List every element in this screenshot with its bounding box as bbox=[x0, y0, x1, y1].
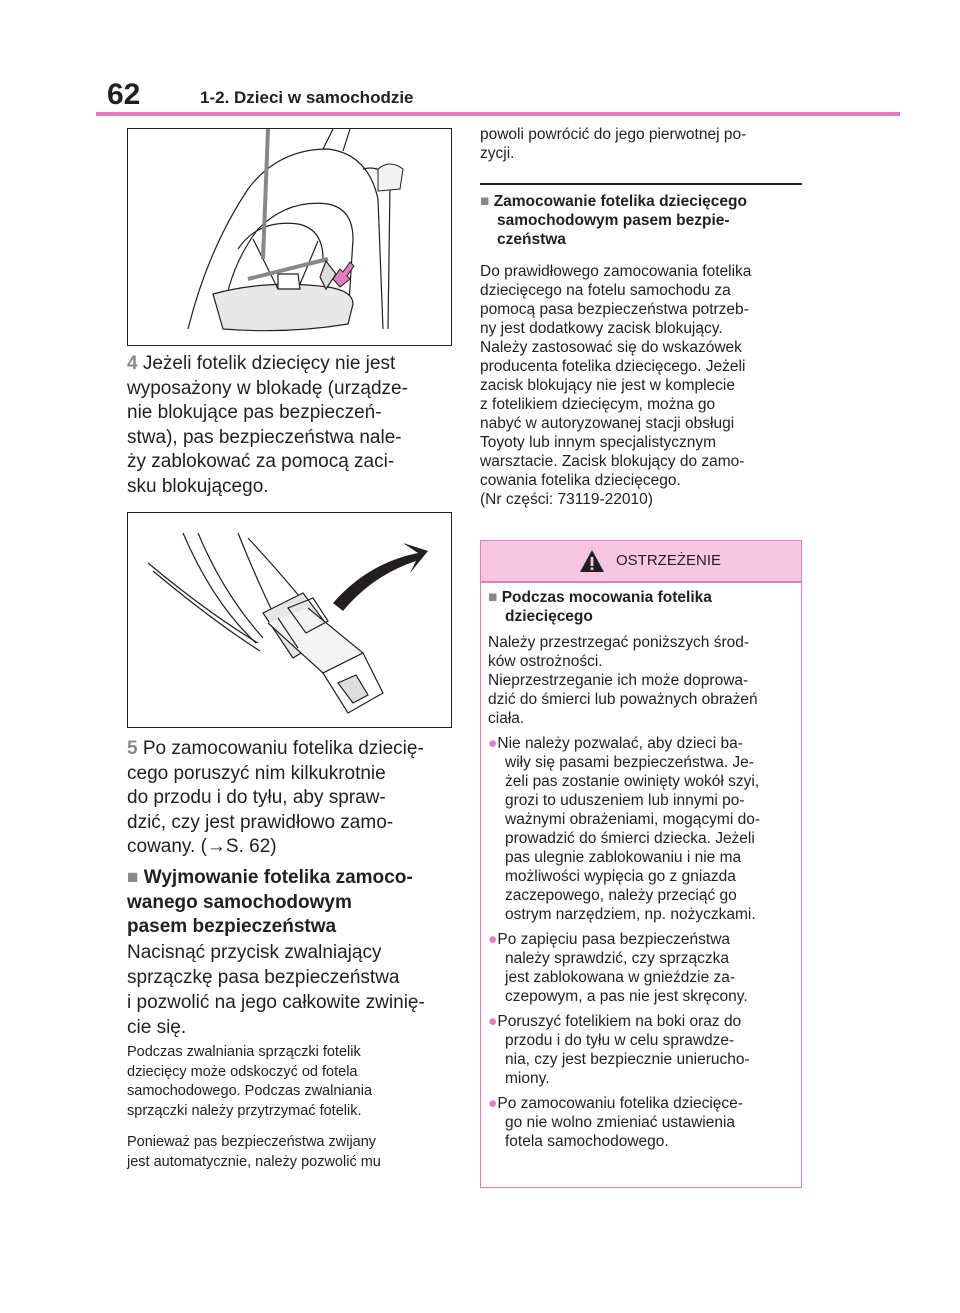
step-5-line: do przodu i do tyłu, aby spraw- bbox=[127, 787, 386, 808]
bullet-line: Po zamocowaniu fotelika dziecięce- bbox=[497, 1095, 743, 1112]
body-line: z fotelikiem dziecięcym, można go bbox=[480, 396, 716, 413]
bullet-line: nia, czy jest bezpiecznie unierucho- bbox=[505, 1051, 750, 1068]
step-5 bbox=[127, 737, 457, 860]
step-5-line: Po zamocowaniu fotelika dziecię- bbox=[142, 738, 424, 759]
heading-line: Zamocowanie fotelika dziecięcego bbox=[493, 193, 747, 210]
bullet-line: żeli pas zostanie owinięty wokół szyi, bbox=[505, 773, 760, 790]
removal-heading bbox=[127, 866, 457, 940]
bullet-line: ważnymi obrażeniami, mogącymi do- bbox=[505, 811, 760, 828]
bullet-line: zaczepowego, należy przeciąć go bbox=[505, 887, 737, 904]
warning-bullet-2 bbox=[488, 930, 800, 1006]
note-1 bbox=[127, 1043, 457, 1121]
subheading-square-icon: ■ bbox=[488, 589, 498, 606]
continued-text bbox=[480, 125, 810, 163]
section-title: 1-2. Dzieci w samochodzie bbox=[200, 88, 414, 107]
bullet-line: Nie należy pozwalać, aby dzieci ba- bbox=[497, 735, 743, 752]
bullet-line: ostrym narzędziem, np. nożyczkami. bbox=[505, 906, 756, 923]
bullet-line: jest zablokowana w gnieździe za- bbox=[505, 969, 736, 986]
warning-bullet-1 bbox=[488, 734, 800, 924]
step-5-number: 5 bbox=[127, 738, 138, 759]
body-line: Należy zastosować się do wskazówek bbox=[480, 339, 742, 356]
body-line: Toyoty lub innym specjalistycznym bbox=[480, 434, 717, 451]
locking-clip-illustration bbox=[127, 512, 452, 728]
intro-line: dzić do śmierci lub poważnych obrażeń bbox=[488, 691, 758, 708]
intro-line: ciała. bbox=[488, 710, 525, 727]
step-4-number: 4 bbox=[127, 353, 138, 374]
step-4-line: nie blokujące pas bezpieczeń- bbox=[127, 402, 382, 423]
warning-bullet-4 bbox=[488, 1094, 800, 1151]
mounting-heading bbox=[480, 192, 810, 249]
body-line: pomocą pasa bezpieczeństwa potrzeb- bbox=[480, 301, 749, 318]
body-line: cowania fotelika dziecięcego. bbox=[480, 472, 681, 489]
intro-line: Nieprzestrzeganie ich może doprowa- bbox=[488, 672, 749, 689]
intro-line: Należy przestrzegać poniższych środ- bbox=[488, 634, 750, 651]
step-5-line: cego poruszyć nim kilkukrotnie bbox=[127, 762, 386, 784]
step-4-line: ży zablokować za pomocą zaci- bbox=[127, 451, 395, 472]
step-4 bbox=[127, 352, 457, 499]
warning-content bbox=[488, 588, 800, 1151]
bullet-line: czepowym, a pas nie jest skręcony. bbox=[505, 988, 748, 1005]
bullet-line: należy sprawdzić, czy sprzączka bbox=[505, 950, 729, 967]
child-seat-illustration bbox=[127, 128, 452, 346]
note-line: samochodowego. Podczas zwalniania bbox=[127, 1083, 373, 1099]
bullet-icon: ● bbox=[488, 1013, 498, 1030]
body-line: zacisk blokujący nie jest w komplecie bbox=[480, 377, 735, 394]
bullet-line: Poruszyć fotelikiem na boki oraz do bbox=[497, 1013, 742, 1030]
warning-bullet-3 bbox=[488, 1012, 800, 1088]
step-5-line: dzić, czy jest prawidłowo zamo- bbox=[127, 811, 394, 833]
body-line: nabyć w autoryzowanej stacji obsługi bbox=[480, 415, 735, 432]
body-line: cie się. bbox=[127, 1017, 187, 1038]
bullet-line: Po zapięciu pasa bezpieczeństwa bbox=[497, 931, 731, 948]
bullet-line: miony. bbox=[505, 1070, 550, 1087]
body-line: Do prawidłowego zamocowania fotelika bbox=[480, 263, 752, 280]
bullet-icon: ● bbox=[488, 931, 498, 948]
bullet-line: prowadzić do śmierci dziecka. Jeżeli bbox=[505, 830, 755, 847]
locking-clip-drawing bbox=[128, 513, 451, 727]
step-4-line: sku blokującego. bbox=[127, 475, 269, 497]
cont-line: powoli powrócić do jego pierwotnej po- bbox=[480, 126, 747, 143]
bullet-line: grozi to uduszeniem lub innymi po- bbox=[505, 792, 745, 809]
body-line: warsztacie. Zacisk blokujący do zamo- bbox=[480, 453, 745, 470]
mounting-body bbox=[480, 262, 810, 509]
intro-line: ków ostrożności. bbox=[488, 653, 603, 670]
bullet-line: pas ulegnie zablokowaniu i nie ma bbox=[505, 849, 742, 866]
bullet-line: możliwości wypięcia go z gniazda bbox=[505, 868, 736, 885]
section-divider bbox=[480, 183, 802, 185]
heading-line: Wyjmowanie fotelika zamoco- bbox=[143, 867, 413, 888]
heading-line: czeństwa bbox=[497, 231, 566, 248]
step-4-line: wyposażony w blokadę (urządze- bbox=[127, 377, 408, 399]
step-4-line: Jeżeli fotelik dziecięcy nie jest bbox=[142, 353, 396, 374]
bullet-icon: ● bbox=[488, 1095, 498, 1112]
note-line: sprzączki należy przytrzymać fotelik. bbox=[127, 1102, 362, 1119]
warning-sub-line: Podczas mocowania fotelika bbox=[501, 589, 712, 606]
note-line: jest automatycznie, należy pozwolić mu bbox=[127, 1153, 381, 1170]
bullet-line: wiły się pasami bezpieczeństwa. Je- bbox=[505, 754, 754, 771]
warning-header bbox=[481, 541, 801, 581]
body-line: sprzączkę pasa bezpieczeństwa bbox=[127, 967, 400, 988]
heading-square-icon: ■ bbox=[127, 867, 139, 888]
body-line: Nacisnąć przycisk zwalniający bbox=[127, 942, 382, 963]
bullet-line: przodu i do tyłu w celu sprawdze- bbox=[505, 1032, 735, 1049]
step-4-line: stwa), pas bezpieczeństwa nale- bbox=[127, 426, 402, 448]
note-line: dziecięcy może odskoczyć od fotela bbox=[127, 1063, 358, 1080]
warning-sub-line: dziecięcego bbox=[505, 608, 593, 625]
removal-body bbox=[127, 940, 457, 1040]
note-line: Ponieważ pas bezpieczeństwa zwijany bbox=[127, 1134, 377, 1150]
note-2 bbox=[127, 1133, 457, 1172]
heading-line: wanego samochodowym bbox=[127, 891, 352, 913]
cont-line: zycji. bbox=[480, 145, 515, 162]
bullet-line: fotela samochodowego. bbox=[505, 1133, 669, 1150]
warning-title: OSTRZEŻENIE bbox=[616, 552, 722, 569]
warning-header-rule bbox=[481, 581, 801, 583]
warning-triangle-icon bbox=[579, 549, 605, 573]
heading-square-icon: ■ bbox=[480, 193, 490, 210]
body-line: producenta fotelika dziecięcego. Jeżeli bbox=[480, 358, 746, 375]
body-line: ny jest dodatkowy zacisk blokujący. bbox=[480, 320, 723, 337]
child-seat-drawing bbox=[128, 129, 451, 345]
header-rule bbox=[96, 112, 900, 116]
page-number: 62 bbox=[107, 78, 141, 111]
bullet-line: go nie wolno zmieniać ustawienia bbox=[505, 1114, 736, 1131]
note-line: Podczas zwalniania sprzączki fotelik bbox=[127, 1044, 361, 1060]
heading-line: pasem bezpieczeństwa bbox=[127, 916, 337, 937]
heading-line: samochodowym pasem bezpie- bbox=[497, 212, 730, 229]
step-5-line: cowany. (→S. 62) bbox=[127, 836, 277, 857]
body-line: i pozwolić na jego całkowite zwinię- bbox=[127, 992, 425, 1013]
bullet-icon: ● bbox=[488, 735, 498, 752]
body-line: (Nr części: 73119-22010) bbox=[480, 491, 653, 508]
body-line: dziecięcego na fotelu samochodu za bbox=[480, 282, 731, 299]
